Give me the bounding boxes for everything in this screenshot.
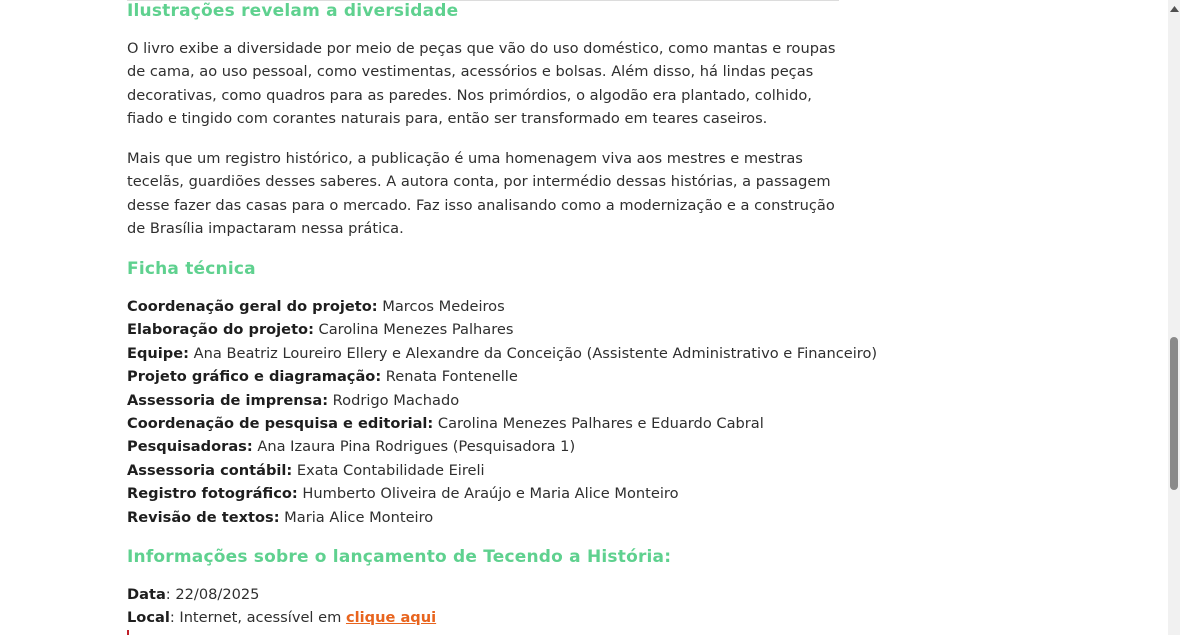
click-here-link[interactable]: clique aqui <box>345 609 437 627</box>
credit-item <box>127 318 847 341</box>
credit-item <box>127 482 847 505</box>
credit-label: Equipe: <box>127 344 189 362</box>
paragraph-diversity: O livro exibe a diversidade por meio de peças que vão do uso doméstico, como mantas e roupas de cama, ao uso pessoal, como vestimentas, acessórios e bolsas. Além disso, há lindas peças decorativas, como quadros para as paredes. Nos primórdios, o algodão era plantado, colhido, fiado e tingido com corantes naturais para, então ser transformado em teares caseiros. <box>127 40 836 127</box>
credit-label: Assessoria de imprensa: <box>127 391 329 409</box>
credit-item <box>127 435 847 458</box>
credit-label: Coordenação de pesquisa e editorial: <box>127 415 434 433</box>
date-label: Data <box>127 586 166 603</box>
section-heading-launch: Informações sobre o lançamento de Tecendo a História: <box>127 547 672 567</box>
credit-value: Ana Beatriz Loureiro Ellery e Alexandre da Conceição (Assistente Administrativo e Financeiro) <box>189 344 878 362</box>
credit-value: Maria Alice Monteiro <box>279 508 434 526</box>
credit-value: Exata Contabilidade Eireli <box>292 461 485 479</box>
section-heading-illustrations: Ilustrações revelam a diversidade <box>127 1 459 21</box>
credit-item <box>127 365 847 388</box>
section-heading-credits: Ficha técnica <box>127 259 256 279</box>
decorative-red-mark <box>127 630 129 635</box>
launch-place <box>127 606 839 629</box>
credit-item <box>127 506 847 529</box>
credit-label: Registro fotográfico: <box>127 485 298 503</box>
credit-label: Elaboração do projeto: <box>127 321 314 339</box>
credit-label: Projeto gráfico e diagramação: <box>127 368 382 386</box>
credits-list <box>127 295 878 529</box>
credit-value: Carolina Menezes Palhares e Eduardo Cabral <box>433 415 764 433</box>
launch-date <box>127 583 839 606</box>
credit-item <box>127 389 847 412</box>
credit-item <box>127 295 847 318</box>
credit-label: Assessoria contábil: <box>127 461 293 479</box>
credit-value: Humberto Oliveira de Araújo e Maria Alice Monteiro <box>297 485 679 503</box>
launch-info <box>127 583 839 630</box>
scroll-thumb[interactable] <box>1170 337 1178 490</box>
credit-value: Carolina Menezes Palhares <box>313 321 514 339</box>
credit-label: Pesquisadoras: <box>127 438 253 456</box>
place-value: : Internet, acessível em <box>169 609 346 627</box>
credit-label: Revisão de textos: <box>127 508 280 526</box>
credit-value: Marcos Medeiros <box>377 298 505 315</box>
triangle-up-icon <box>1170 6 1179 12</box>
credit-item <box>127 459 847 482</box>
credit-item <box>127 412 847 435</box>
credit-label: Coordenação geral do projeto: <box>127 298 378 315</box>
credit-value: Renata Fontenelle <box>381 368 518 386</box>
scroll-up-button[interactable] <box>1168 0 1180 18</box>
date-value: : 22/08/2025 <box>165 586 260 603</box>
credit-value: Ana Izaura Pina Rodrigues (Pesquisadora 1) <box>252 438 576 456</box>
paragraph-homage: Mais que um registro histórico, a publicação é uma homenagem viva aos mestres e mestras tecelãs, guardiões desses saberes. A autora conta, por intermédio dessas histórias, a passagem desse fazer das casas para o mercado. Faz isso analisando como a modernização e a construção de Brasília impactaram nessa prática. <box>127 150 835 237</box>
credit-value: Rodrigo Machado <box>328 391 460 409</box>
credit-item <box>127 342 878 365</box>
vertical-scrollbar[interactable] <box>1168 0 1180 635</box>
place-label: Local <box>127 609 170 627</box>
